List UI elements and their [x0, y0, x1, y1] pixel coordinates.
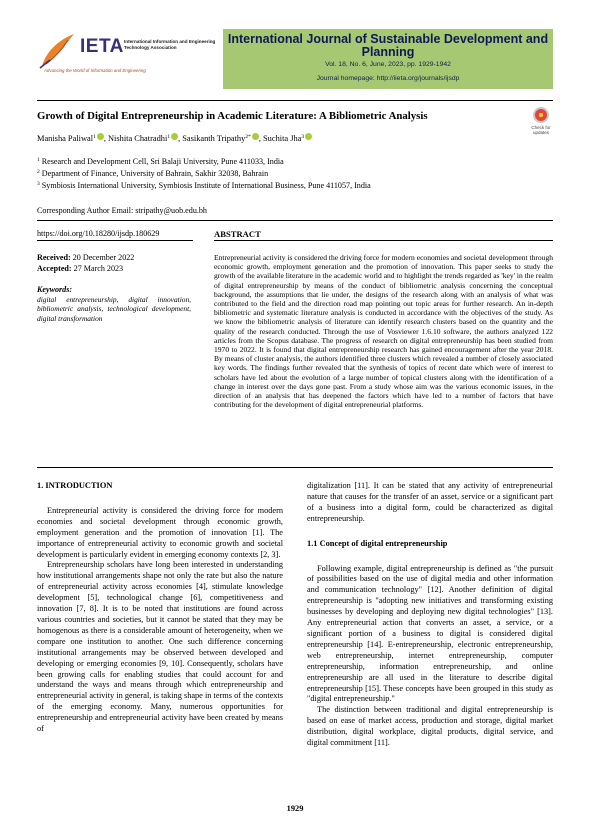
paragraph: Entrepreneurship scholars have long been interested in understanding how institutional arrangements shape not only the rate but also the nature of entrepreneurial activity across economies [4], stimulate knowledge development [5], technological change [6], competitiveness and innovation [7, 8]. It is to be noted that institutions are found across various countries and societies, but it cannot be stated that they may be homogenous as there is a considerable amount of heterogeneity, when we compare one institution to another. One such difference concerning institutional arrangements may be observed between developed and developing or emerging economies [9, 10]. Consequently, scholars have been growing calls for enabling studies that could account for and understand the ways and means through which entrepreneurship and entrepreneurial activity in general, is taking shape in terms of the contexts of the emerging economy. Many, numerous opportunities for entrepreneurship and entrepreneurial activity have been created by means of: [37, 560, 283, 734]
logo-org-name: International Information and Engineering Technology Association: [124, 39, 216, 50]
doi-underline: [37, 240, 193, 241]
author-sup: 1: [93, 134, 96, 140]
author-sup: 3: [301, 134, 305, 140]
orcid-icon[interactable]: [171, 133, 178, 140]
orcid-icon[interactable]: [252, 133, 259, 140]
abstract-heading: ABSTRACT: [214, 229, 261, 239]
corresponding-author: Corresponding Author Email: stripathy@uob.edu.bh: [37, 206, 207, 215]
abstract-underline: [214, 240, 553, 241]
body-column-left: [37, 481, 283, 735]
logo-wordmark: IETA: [80, 36, 124, 57]
journal-title: International Journal of Sustainable Development and Planning: [227, 32, 549, 59]
abstract-text: Entrepreneurial activity is considered the driving force for modern economies and societal development through economic growth, employment generation and the promotion of innovation. This paper seeks to study the growth of the available literature in the academic world and to highlight the trends regarded as 'key' in the realm of digital entrepreneurship by means of the conduct of bibliometric analysis concerning the conceptual background, the assumptions that lie under, the designs of the research along with an analysis of what was contributed to the field and the direction road map pointing out topic areas for further research. An in-depth bibliometric and systematic literature analysis is conducted in accordance with the objectives of the study. As we know the bibliometric analysis of literature can identify research clusters based on the quantity and the quality of the research conducted. Through the use of Vosviewer 1.6.10 software, the authors analyzed 122 articles from the Scopus database. The progress of research on digital entrepreneurship has been studied from 1970 to 2022. It is found that digital entrepreneurship research has gained encouragement after the year 2018. By means of cluster analysis, the authors identified three clusters which revealed a number of closely associated key words. The findings further revealed that the synthesis of topics of recent date which were of interest to scholars have led about the evolution of a large number of topical clusters along with the identification of a change in interest over the days gone past. From a study whose aim was the various economic issues, in the direction of an analysis that has deepened the factors which have led to a number of factors that have contributing for the development of digital entrepreneurial platforms.: [214, 253, 553, 410]
author-name: Suchita Jha: [263, 134, 302, 143]
author-sup: 1: [167, 134, 171, 140]
abstract-divider: [37, 467, 553, 468]
article-dates: Received: 20 December 2022 Accepted: 27 March 2023: [37, 253, 135, 273]
section-heading-concept: 1.1 Concept of digital entrepreneurship: [307, 538, 448, 548]
keywords-list: digital entrepreneurship, digital innovation, bibliometric analysis, technological development, digital transformation: [37, 295, 191, 323]
meta-divider: [37, 220, 553, 221]
accepted-date: 27 March 2023: [73, 264, 124, 273]
logo-tagline: Advancing the World of Information and Engineering: [44, 68, 146, 73]
page-number: 1929: [286, 804, 304, 813]
journal-header-box: [223, 29, 553, 89]
keywords-heading: Keywords:: [37, 285, 73, 294]
affiliation: $^2$ Department of Finance, University of Bahrain, Sakhir 32038, Bahrain: [37, 169, 269, 178]
orcid-icon[interactable]: [305, 133, 312, 140]
affiliation: $^1$ Research and Development Cell, Sri Balaji University, Pune 411033, India: [37, 157, 284, 166]
check-for-updates-badge[interactable]: [526, 107, 556, 143]
body-column-right: [307, 481, 553, 749]
paragraph: Entrepreneurial activity is considered the driving force for modern economies and societal development through economic growth, employment generation and the promotion of innovation [1]. The importance of entrepreneurial activity to economic growth and societal development is particularly evident in emerging economy contexts [2, 3].: [37, 505, 283, 559]
author-name: Sasikanth Tripathy: [182, 134, 246, 143]
journal-volume: Vol. 18, No. 6, June, 2023, pp. 1929-1942: [325, 61, 451, 68]
header-divider: [37, 100, 553, 101]
journal-homepage-link[interactable]: Journal homepage: http://iieta.org/journals/ijsdp: [316, 75, 460, 82]
paragraph: digitalization [11]. It can be stated that any activity of entrepreneurial nature that causes for the transfer of an asset, service or a significant part of a business into a digital form, could be characterized as digital entrepreneurship.: [307, 481, 553, 523]
publisher-logo: [36, 30, 216, 80]
paragraph: The distinction between traditional and digital entrepreneurship is based on ease of market access, production and storage, digital market distribution, digital workplace, digital products, digital service, and digital commitment [11].: [307, 705, 553, 748]
doi-link[interactable]: https://doi.org/10.18280/ijsdp.180629: [37, 229, 160, 238]
affiliation: $^3$ Symbiosis International University, Symbiosis Institute of International Business, Pune 411057, India: [37, 181, 371, 190]
orcid-icon[interactable]: [97, 133, 104, 140]
author-name: Nishita Chatradhi: [108, 134, 168, 143]
author-list: Manisha Paliwal$^1$ , Nishita Chatradhi$^1$ , Sasikanth Tripathy$^{2*}$ , Suchita Jha$^3$: [37, 133, 312, 143]
check-updates-icon: [533, 107, 549, 123]
paper-title: Growth of Digital Entrepreneurship in Academic Literature: A Bibliometric Analysis: [37, 110, 428, 122]
section-heading-introduction: 1. INTRODUCTION: [37, 481, 113, 490]
author-sup: 2*: [245, 134, 251, 140]
paragraph: Following example, digital entrepreneurship is defined as "the pursuit of possibilities based on the use of digital media and other information and communication technology" [12]. Another definition of digital entrepreneurship is "adopting new initiatives and transforming existing businesses by developing and deploying new digital technologies" [13]. Any entrepreneurial action that converts an asset, a service, or a significant portion of a business to digital is considered digital entrepreneurship [14]. E-entrepreneurship, electronic entrepreneurship, web entrepreneurship, internet entrepreneurship, computer entrepreneurship, information entrepreneurship, and online entrepreneurship are all used in the literature to describe digital entrepreneurship [15]. These concepts have been grouped in this study as "digital entrepreneurship.": [307, 563, 553, 704]
logo-feather-icon: [36, 32, 78, 72]
check-updates-label: Check for updates: [531, 125, 551, 135]
author-name: Manisha Paliwal: [37, 134, 94, 143]
received-date: 20 December 2022: [72, 253, 135, 262]
